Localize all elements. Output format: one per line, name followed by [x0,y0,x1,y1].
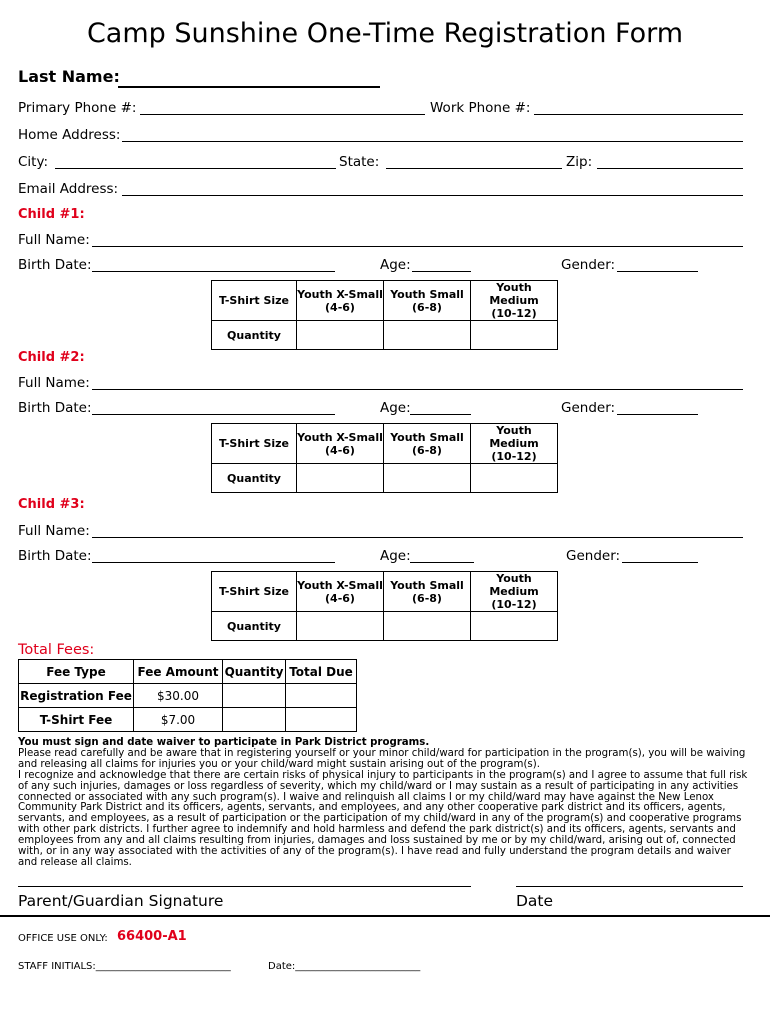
child-1-birth-date-field[interactable] [92,271,335,272]
fee-type-header: Fee Type [19,660,134,684]
child-3-birth-date-field[interactable] [92,562,335,563]
form-title: Camp Sunshine One-Time Registration Form [86,18,684,49]
quantity-medium-cell[interactable] [471,612,558,641]
quantity-label: Quantity [212,464,297,493]
size-medium: Youth Medium (10-12) [471,281,558,321]
state-field[interactable] [386,168,562,169]
child-1-age-label: Age: [380,257,411,273]
primary-phone-label: Primary Phone #: [18,100,137,116]
child-3-gender-label: Gender: [566,548,621,564]
work-phone-label: Work Phone #: [430,100,531,116]
fee-amount-cell: $7.00 [134,708,223,732]
child-2-birth-date-field[interactable] [92,414,335,415]
tshirt-size-header: T-Shirt Size [212,424,297,464]
child-1-heading: Child #1: [18,207,85,222]
child-1-age-field[interactable] [412,271,471,272]
child-2-age-label: Age: [380,400,411,416]
size-xsmall: Youth X-Small (4-6) [297,572,384,612]
staff-initials: STAFF INITIALS:___________________________ [18,961,231,972]
child-3-tshirt-table [211,571,558,641]
office-use-label: OFFICE USE ONLY: [18,933,108,944]
child-3-heading: Child #3: [18,497,85,512]
city-label: City: [18,154,49,170]
office-code: 66400-A1 [117,929,187,944]
quantity-header: Quantity [223,660,286,684]
child-2-full-name-field[interactable] [92,389,743,390]
quantity-small-cell[interactable] [384,321,471,350]
size-small: Youth Small (6-8) [384,424,471,464]
fee-total-cell[interactable] [286,708,357,732]
fees-table [18,659,357,732]
quantity-xsmall-cell[interactable] [297,612,384,641]
quantity-label: Quantity [212,612,297,641]
date-signature-line[interactable] [516,886,743,887]
waiver-text [18,738,753,869]
child-2-birth-date-label: Birth Date: [18,400,92,416]
fee-quantity-cell[interactable] [223,708,286,732]
quantity-xsmall-cell[interactable] [297,321,384,350]
size-small: Youth Small (6-8) [384,281,471,321]
child-1-gender-field[interactable] [617,271,698,272]
state-label: State: [339,154,380,170]
work-phone-field[interactable] [534,114,743,115]
child-3-age-field[interactable] [410,562,474,563]
quantity-medium-cell[interactable] [471,321,558,350]
child-2-heading: Child #2: [18,350,85,365]
waiver-paragraph: Please read carefully and be aware that in registering yourself or your minor child/ward for participation in the program(s), you will be waiving and releasing all claims for injuries you or your child/ward might sustain arising out of the program(s). [18,747,746,770]
date-signature-label: Date [516,892,554,910]
size-small: Youth Small (6-8) [384,572,471,612]
quantity-small-cell[interactable] [384,464,471,493]
waiver-heading: You must sign and date waiver to participate in Park District programs. [18,737,430,748]
office-date: Date:_________________________ [268,961,421,972]
tshirt-size-header: T-Shirt Size [212,572,297,612]
child-3-age-label: Age: [380,548,411,564]
size-medium: Youth Medium (10-12) [471,572,558,612]
quantity-medium-cell[interactable] [471,464,558,493]
home-address-field[interactable] [122,141,743,142]
zip-label: Zip: [566,154,593,170]
zip-field[interactable] [597,168,743,169]
fee-amount-cell: $30.00 [134,684,223,708]
child-3-full-name-label: Full Name: [18,523,90,539]
fee-type-cell: Registration Fee [19,684,134,708]
child-2-gender-field[interactable] [617,414,698,415]
child-2-age-field[interactable] [410,414,471,415]
email-field[interactable] [122,195,743,196]
child-1-gender-label: Gender: [561,257,616,273]
child-1-tshirt-table [211,280,558,350]
quantity-xsmall-cell[interactable] [297,464,384,493]
quantity-small-cell[interactable] [384,612,471,641]
city-field[interactable] [55,168,336,169]
child-3-birth-date-label: Birth Date: [18,548,92,564]
total-due-header: Total Due [286,660,357,684]
child-1-birth-date-label: Birth Date: [18,257,92,273]
parent-signature-line[interactable] [18,886,471,887]
size-xsmall: Youth X-Small (4-6) [297,281,384,321]
child-1-full-name-label: Full Name: [18,232,90,248]
quantity-label: Quantity [212,321,297,350]
last-name-label: Last Name: [18,67,120,86]
size-medium: Youth Medium (10-12) [471,424,558,464]
child-2-gender-label: Gender: [561,400,616,416]
fee-total-cell[interactable] [286,684,357,708]
email-label: Email Address: [18,181,119,197]
primary-phone-field[interactable] [140,114,425,115]
child-3-gender-field[interactable] [622,562,698,563]
child-2-full-name-label: Full Name: [18,375,90,391]
fee-quantity-cell[interactable] [223,684,286,708]
child-2-tshirt-table [211,423,558,493]
fee-type-cell: T-Shirt Fee [19,708,134,732]
child-1-full-name-field[interactable] [92,246,743,247]
divider [0,915,770,917]
last-name-field[interactable] [118,86,380,88]
parent-signature-label: Parent/Guardian Signature [18,892,224,910]
child-3-full-name-field[interactable] [92,537,743,538]
total-fees-heading: Total Fees: [18,642,95,658]
waiver-paragraph: I recognize and acknowledge that there are certain risks of physical injury to participants in the program(s) and I agree to assume that full risk of any such injuries, damages or loss regardless of severity, which my child/ward or I may sustain as a result of participating in any activities connected or associated with any such program(s). I waive and relinquish all claims I or my child/ward may have against the New Lenox Community Park District and its officers, agents, servants, and employees, and any other cooperative park district and its officers, agents, servants, and employees, as a result of participation or the participation of my child/ward in any of the program(s) and cooperative programs with other park districts. I further agree to indemnify and hold harmless and defend the park district(s) and its officers, agents, servants and employees from any and all claims resulting from injuries, damages and loss sustained by me or by my child/ward, arising out of, connected with, or in any way associated with the activities of any of the program(s). I have read and fully understand the program details and waiver and release all claims. [18,769,748,868]
fee-amount-header: Fee Amount [134,660,223,684]
tshirt-size-header: T-Shirt Size [212,281,297,321]
size-xsmall: Youth X-Small (4-6) [297,424,384,464]
home-address-label: Home Address: [18,127,121,143]
